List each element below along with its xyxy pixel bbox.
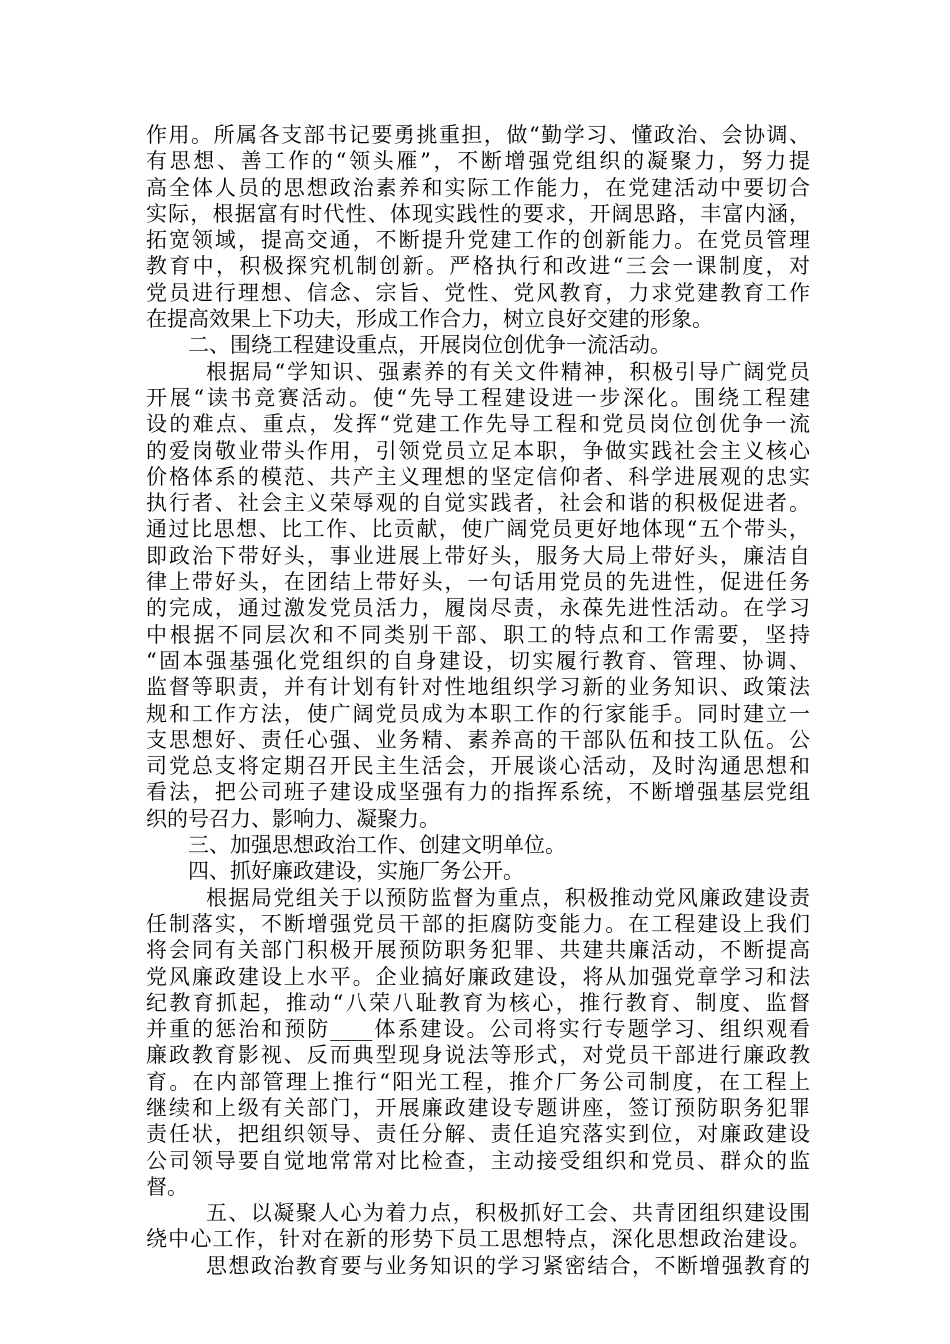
text-line: 育。在内部管理上推行“阳光工程，推介厂务公司制度，在工程上 [146, 1069, 810, 1094]
text-line: 监督等职责，并有计划有针对性地组织学习新的业务知识、政策法 [146, 675, 810, 700]
text-line: 廉政教育影视、反而典型现身说法等形式，对党员干部进行廉政教 [146, 1043, 810, 1068]
text-line: 思想政治教育要与业务知识的学习紧密结合，不断增强教育的 [206, 1253, 810, 1278]
text-line: 看法，把公司班子建设成坚强有力的指挥系统，不断增强基层党组 [146, 780, 810, 805]
text-line: 通过比思想、比工作、比贡献，使广阔党员更好地体现“五个带头， [146, 517, 810, 542]
text-line: 律上带好头，在团结上带好头，一句话用党员的先进性，促进任务 [146, 570, 810, 595]
text-line: 根据局“学知识、强素养的有关文件精神，积极引导广阔党员 [206, 359, 810, 384]
text-line: 拓宽领域，提高交通，不断提升党建工作的创新能力。在党员管理 [146, 228, 810, 253]
text-line: 高全体人员的思想政治素养和实际工作能力，在党建活动中要切合 [146, 175, 810, 200]
text-line: “固本强基强化党组织的自身建设，切实履行教育、管理、协调、 [146, 648, 810, 673]
text-line: 将会同有关部门积极开展预防职务犯罪、共建共廉活动，不断提高 [146, 938, 810, 963]
text-line: 并重的惩治和预防____体系建设。公司将实行专题学习、组织观看 [146, 1017, 810, 1042]
text-line: 党员进行理想、信念、宗旨、党性、党风教育，力求党建教育工作 [146, 280, 810, 305]
text-line: 中根据不同层次和不同类别干部、职工的特点和工作需要，坚持 [146, 622, 810, 647]
document-body [146, 122, 810, 1279]
text-line: 的完成，通过激发党员活力，履岗尽责，永葆先进性活动。在学习 [146, 596, 810, 621]
text-line: 即政治下带好头，事业进展上带好头，服务大局上带好头，廉洁自 [146, 543, 810, 568]
text-line: 任制落实，不断增强党员干部的拒腐防变能力。在工程建设上我们 [146, 911, 810, 936]
text-line: 四、抓好廉政建设，实施厂务公开。 [188, 859, 524, 884]
text-line: 司党总支将定期召开民主生活会，开展谈心活动，及时沟通思想和 [146, 754, 810, 779]
text-line: 党风廉政建设上水平。企业搞好廉政建设，将从加强党章学习和法 [146, 964, 810, 989]
text-line: 二、围绕工程建设重点，开展岗位创优争一流活动。 [188, 333, 671, 358]
text-line: 在提高效果上下功夫，形成工作合力，树立良好交建的形象。 [146, 307, 713, 332]
text-line: 价格体系的模范、共产主义理想的坚定信仰者、科学进展观的忠实 [146, 464, 810, 489]
text-line: 设的难点、重点，发挥“党建工作先导工程和党员岗位创优争一流 [146, 412, 810, 437]
text-line: 五、以凝聚人心为着力点，积极抓好工会、共青团组织建设围 [206, 1201, 810, 1226]
text-line: 绕中心工作，针对在新的形势下员工思想特点，深化思想政治建设。 [146, 1227, 810, 1252]
text-line: 督。 [146, 1174, 188, 1199]
text-line: 作用。所属各支部书记要勇挑重担，做“勤学习、懂政治、会协调、 [146, 123, 810, 147]
text-line: 规和工作方法，使广阔党员成为本职工作的行家能手。同时建立一 [146, 701, 810, 726]
text-line: 继续和上级有关部门，开展廉政建设专题讲座，签订预防职务犯罪 [146, 1095, 810, 1120]
text-line: 支思想好、责任心强、业务精、素养高的干部队伍和技工队伍。公 [146, 727, 810, 752]
text-line: 纪教育抓起，推动“八荣八耻教育为核心，推行教育、制度、监督 [146, 990, 810, 1015]
text-line: 三、加强思想政治工作、创建文明单位。 [188, 833, 566, 858]
text-line: 公司领导要自觉地常常对比检查，主动接受组织和党员、群众的监 [146, 1148, 810, 1173]
text-line: 责任状，把组织领导、责任分解、责任追究落实到位，对廉政建设 [146, 1122, 810, 1147]
text-line: 开展“读书竞赛活动。使“先导工程建设进一步深化。围绕工程建 [146, 385, 810, 410]
text-line: 执行者、社会主义荣辱观的自觉实践者，社会和谐的积极促进者。 [146, 491, 810, 516]
text-line: 织的号召力、影响力、凝聚力。 [146, 806, 440, 831]
text-line: 根据局党组关于以预防监督为重点，积极推动党风廉政建设责 [206, 885, 810, 910]
text-line: 有思想、善工作的“领头雁”，不断增强党组织的凝聚力，努力提 [146, 149, 810, 174]
text-line: 实际，根据富有时代性、体现实践性的要求，开阔思路，丰富内涵， [146, 201, 810, 226]
text-line: 的爱岗敬业带头作用，引领党员立足本职，争做实践社会主义核心 [146, 438, 810, 463]
text-line: 教育中，积极探究机制创新。严格执行和改进“三会一课制度，对 [146, 254, 810, 279]
